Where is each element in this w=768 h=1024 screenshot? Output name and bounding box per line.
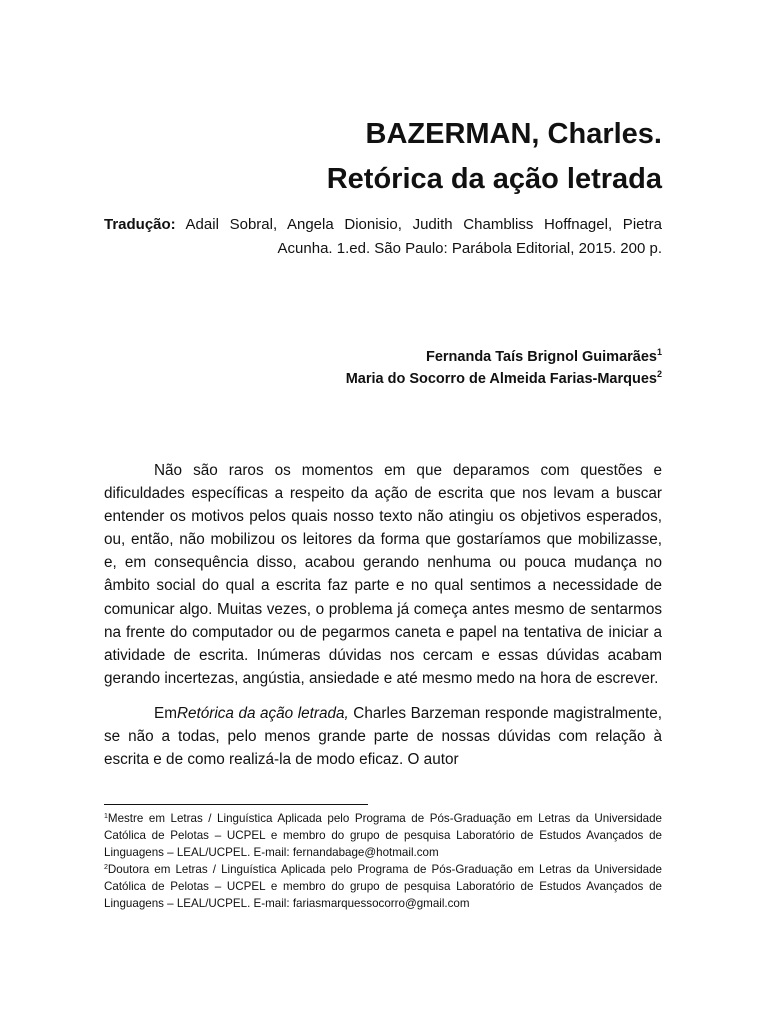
translation-text: Adail Sobral, Angela Dionisio, Judith Chambliss Hoffnagel, Pietra Acunha. 1.ed. São Paulo: Parábola Editorial, 2015. 200 p. bbox=[175, 216, 662, 257]
paragraph-text: Charles Barzeman responde magistralmente, se não a todas, pelo menos grande parte de nossas dúvidas com relação à escrita e de como realizá-la de modo eficaz. O autor bbox=[104, 704, 662, 769]
title-author: BAZERMAN, Charles. bbox=[365, 118, 662, 150]
paragraph-prefix: Em bbox=[154, 704, 177, 722]
title-book: Retórica da ação letrada bbox=[326, 163, 662, 195]
review-authors bbox=[104, 346, 662, 390]
author-name: Maria do Socorro de Almeida Farias-Marques bbox=[345, 371, 657, 387]
footnote-marker: 1 bbox=[656, 347, 662, 357]
translation-label: Tradução: bbox=[104, 216, 176, 233]
footnote-number: 1 bbox=[104, 813, 108, 820]
body-text bbox=[104, 459, 662, 783]
footnote-text: Mestre em Letras / Linguística Aplicada pelo Programa de Pós-Graduação em Letras da Universidade Católica de Pelotas – UCPEL e membro do grupo de pesquisa Laboratório de Estudos Avançados de Linguagens – LEAL/UCPEL. E-mail: fernandabage@hotmail.com bbox=[104, 812, 662, 859]
paragraph: Não são raros os momentos em que deparamos com questões e dificuldades específicas a respeito da ação de escrita que nos levam a buscar entender os motivos pelos quais nosso texto não atingiu os objetivos esperados, ou, então, não mobilizou os leitores da forma que gostaríamos que mobilizasse, e, em consequência disso, acabou gerando nenhuma ou pouca mudança no âmbito social do qual a escrita faz parte e no qual sentimos a necessidade de comunicar algo. Muitas vezes, o problema já começa antes mesmo de sentarmos na frente do computador ou de pegarmos caneta e papel na tentativa de iniciar a atividade de escrita. Inúmeras dúvidas nos cercam e essas dúvidas acabam gerando incertezas, angústia, ansiedade e até mesmo medo na hora de escrever. bbox=[104, 462, 662, 687]
review-title bbox=[104, 112, 662, 202]
footnote bbox=[104, 810, 662, 861]
footnotes bbox=[104, 810, 662, 912]
translation-credit bbox=[104, 213, 662, 261]
author-line bbox=[104, 368, 662, 390]
author-name: Fernanda Taís Brignol Guimarães bbox=[425, 349, 657, 365]
paragraph bbox=[104, 702, 662, 771]
book-title-italic: Retórica da ação letrada, bbox=[176, 704, 349, 722]
author-line bbox=[104, 346, 662, 368]
footnote-divider bbox=[104, 804, 368, 805]
footnote-number: 2 bbox=[104, 864, 108, 871]
footnote-marker: 2 bbox=[656, 369, 662, 379]
footnote bbox=[104, 861, 662, 912]
footnote-text: Doutora em Letras / Linguística Aplicada pelo Programa de Pós-Graduação em Letras da Universidade Católica de Pelotas – UCPEL e membro do grupo de pesquisa Laboratório de Estudos Avançados de Linguagens – LEAL/UCPEL. E-mail: fariasmarquessocorro@gmail.com bbox=[104, 863, 662, 910]
